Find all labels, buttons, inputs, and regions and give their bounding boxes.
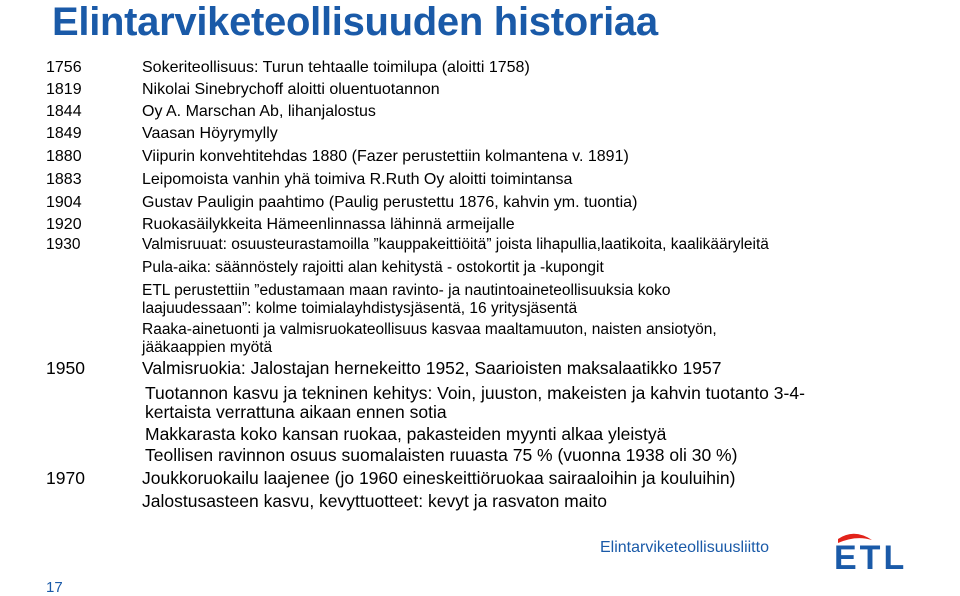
etl-logo <box>832 530 950 572</box>
timeline-year: 1904 <box>46 194 82 211</box>
timeline-text: Nikolai Sinebrychoff aloitti oluentuotannon <box>142 81 440 98</box>
timeline-year: 1819 <box>46 81 82 98</box>
timeline-text: Tuotannon kasvu ja tekninen kehitys: Voin, juuston, makeisten ja kahvin tuotanto 3-4- kertaista verrattuna aikaan ennen sotia <box>145 383 805 422</box>
logo-text: ETL <box>834 539 908 572</box>
timeline-year: 1930 <box>46 236 81 253</box>
timeline-year: 1756 <box>46 59 82 76</box>
timeline-year: 1920 <box>46 216 82 233</box>
timeline-text: Makkarasta koko kansan ruokaa, pakasteiden myynti alkaa yleistyä <box>145 424 667 444</box>
timeline-text: Ruokasäilykkeita Hämeenlinnassa lähinnä armeijalle <box>142 216 515 233</box>
timeline-text: Pula-aika: säännöstely rajoitti alan kehitystä - ostokortit ja -kupongit <box>142 259 604 276</box>
timeline-text: Joukkoruokailu laajenee (jo 1960 eineskeittiöruokaa sairaaloihin ja kouluihin) <box>142 468 736 488</box>
timeline-text: Valmisruokia: Jalostajan hernekeitto 1952, Saarioisten maksalaatikko 1957 <box>142 358 722 378</box>
timeline-text: Valmisruuat: osuusteurastamoilla ”kauppakeittiöitä” joista lihapullia,laatikoita, kaalikääryleitä <box>142 236 769 253</box>
timeline-text: Sokeriteollisuus: Turun tehtaalle toimilupa (aloitti 1758) <box>142 59 530 76</box>
timeline-text: Oy A. Marschan Ab, lihanjalostus <box>142 103 376 120</box>
slide-title: Elintarviketeollisuuden historiaa <box>52 0 658 44</box>
timeline-year: 1950 <box>46 358 85 378</box>
timeline-year: 1849 <box>46 125 82 142</box>
timeline-text: Leipomoista vanhin yhä toimiva R.Ruth Oy aloitti toimintansa <box>142 171 573 188</box>
timeline-text: ETL perustettiin ”edustamaan maan ravinto- ja nautintoaineteollisuuksia koko laajuudessaan”: kolme toimialayhdistysjäsentä, 16 yritysjäsentä <box>142 282 671 317</box>
timeline-year: 1880 <box>46 148 82 165</box>
footer-org-name: Elintarviketeollisuusliitto <box>600 539 769 556</box>
page-number: 17 <box>46 579 63 596</box>
timeline-text: Gustav Pauligin paahtimo (Paulig perustettu 1876, kahvin ym. tuontia) <box>142 194 638 211</box>
timeline-text: Teollisen ravinnon osuus suomalaisten ruuasta 75 % (vuonna 1938 oli 30 %) <box>145 445 738 465</box>
timeline-year: 1970 <box>46 468 85 488</box>
timeline-text: Viipurin konvehtitehdas 1880 (Fazer perustettiin kolmantena v. 1891) <box>142 148 629 165</box>
timeline-text: Raaka-ainetuonti ja valmisruokateollisuus kasvaa maaltamuuton, naisten ansiotyön, jääkaappien myötä <box>142 321 717 356</box>
timeline-text: Jalostusasteen kasvu, kevyttuotteet: kevyt ja rasvaton maito <box>142 491 607 511</box>
timeline-text: Vaasan Höyrymylly <box>142 125 278 142</box>
timeline-year: 1883 <box>46 171 82 188</box>
timeline-year: 1844 <box>46 103 82 120</box>
